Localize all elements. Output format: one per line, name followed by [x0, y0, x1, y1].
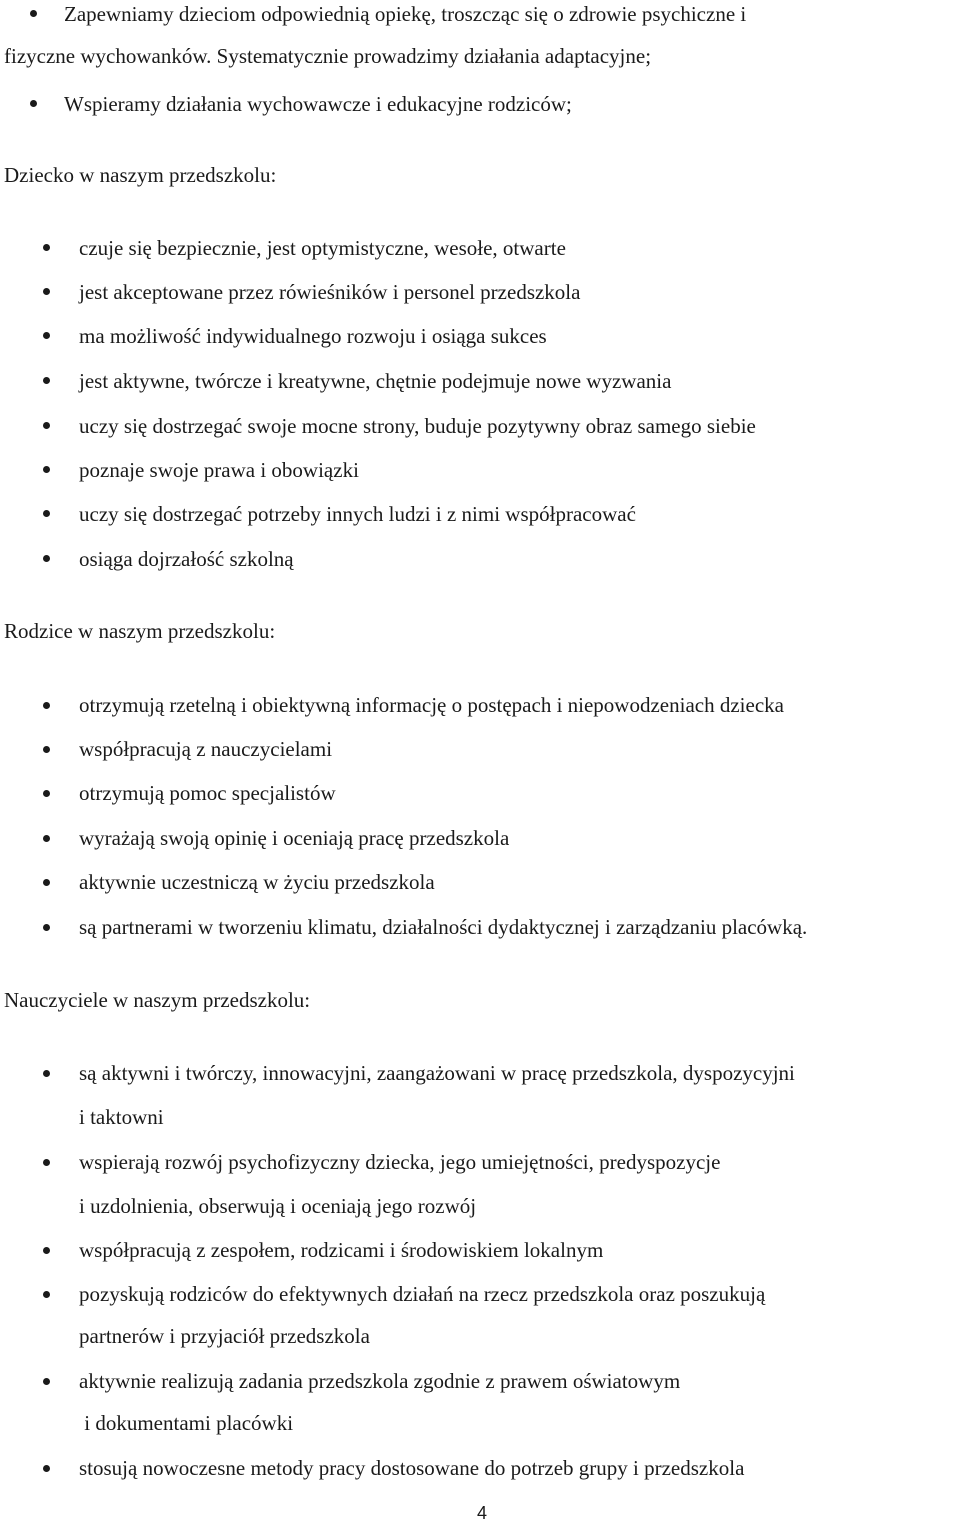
bullet-marker [43, 422, 50, 429]
bullet-marker [43, 510, 50, 517]
bullet-marker [43, 1159, 50, 1166]
bullet-marker [43, 879, 50, 886]
bullet-marker [43, 1247, 50, 1254]
teachers-item-line-2: i dokumentami placówki [79, 1411, 294, 1435]
section-heading-child: Dziecko w naszym przedszkolu: [4, 163, 277, 187]
child-item: ma możliwość indywidualnego rozwoju i osiąga sukces [79, 324, 547, 348]
bullet-marker [43, 1465, 50, 1472]
bullet-marker [43, 377, 50, 384]
teachers-item-line-1: współpracują z zespołem, rodzicami i środowiskiem lokalnym [79, 1238, 604, 1262]
bullet-marker [43, 835, 50, 842]
bullet-marker [43, 332, 50, 339]
bullet-marker [43, 555, 50, 562]
intro-item-1-line-1: Zapewniamy dzieciom odpowiednią opiekę, troszcząc się o zdrowie psychiczne i [64, 2, 747, 26]
bullet-marker [43, 1291, 50, 1298]
intro-item-1-line-2: fizyczne wychowanków. Systematycznie prowadzimy działania adaptacyjne; [4, 44, 652, 68]
parents-item: otrzymują pomoc specjalistów [79, 781, 336, 805]
child-item: jest aktywne, twórcze i kreatywne, chętnie podejmuje nowe wyzwania [79, 369, 672, 393]
bullet-marker [43, 702, 50, 709]
child-item: uczy się dostrzegać potrzeby innych ludzi i z nimi współpracować [79, 502, 636, 526]
teachers-item-line-1: są aktywni i twórczy, innowacyjni, zaangażowani w pracę przedszkola, dyspozycyjni [79, 1061, 795, 1085]
teachers-item-line-1: wspierają rozwój psychofizyczny dziecka, jego umiejętności, predyspozycje [79, 1150, 721, 1174]
teachers-item-line-1: pozyskują rodziców do efektywnych działań na rzecz przedszkola oraz poszukują [79, 1282, 766, 1306]
parents-item: aktywnie uczestniczą w życiu przedszkola [79, 870, 435, 894]
section-heading-parents: Rodzice w naszym przedszkolu: [4, 619, 276, 643]
parents-item: wyrażają swoją opinię i oceniają pracę przedszkola [79, 826, 510, 850]
teachers-item-line-1: aktywnie realizują zadania przedszkola zgodnie z prawem oświatowym [79, 1369, 681, 1393]
bullet-marker [43, 466, 50, 473]
parents-item: otrzymują rzetelną i obiektywną informację o postępach i niepowodzeniach dziecka [79, 693, 784, 717]
child-item: czuje się bezpiecznie, jest optymistyczne, wesołe, otwarte [79, 236, 566, 260]
child-item: jest akceptowane przez rówieśników i personel przedszkola [79, 280, 581, 304]
parents-item: są partnerami w tworzeniu klimatu, działalności dydaktycznej i zarządzaniu placówką. [79, 915, 808, 939]
intro-item-2: Wspieramy działania wychowawcze i edukacyjne rodziców; [64, 92, 572, 116]
bullet-marker [43, 288, 50, 295]
parents-item: współpracują z nauczycielami [79, 737, 333, 761]
bullet-marker [43, 1378, 50, 1385]
bullet-marker [43, 1070, 50, 1077]
page-number: 4 [477, 1503, 488, 1523]
child-item: uczy się dostrzegać swoje mocne strony, buduje pozytywny obraz samego siebie [79, 414, 756, 438]
bullet-marker [30, 10, 37, 17]
bullet-marker [43, 790, 50, 797]
bullet-marker [43, 746, 50, 753]
teachers-item-line-2: i uzdolnienia, obserwują i oceniają jego rozwój [79, 1194, 477, 1218]
child-item: poznaje swoje prawa i obowiązki [79, 458, 359, 482]
bullet-marker [43, 244, 50, 251]
bullet-marker [30, 100, 37, 107]
section-heading-teachers: Nauczyciele w naszym przedszkolu: [4, 988, 311, 1012]
child-item: osiąga dojrzałość szkolną [79, 547, 294, 571]
teachers-item-line-2: i taktowni [79, 1105, 164, 1129]
teachers-item-line-1: stosują nowoczesne metody pracy dostosowane do potrzeb grupy i przedszkola [79, 1456, 745, 1480]
teachers-item-line-2: partnerów i przyjaciół przedszkola [79, 1324, 370, 1348]
bullet-marker [43, 924, 50, 931]
